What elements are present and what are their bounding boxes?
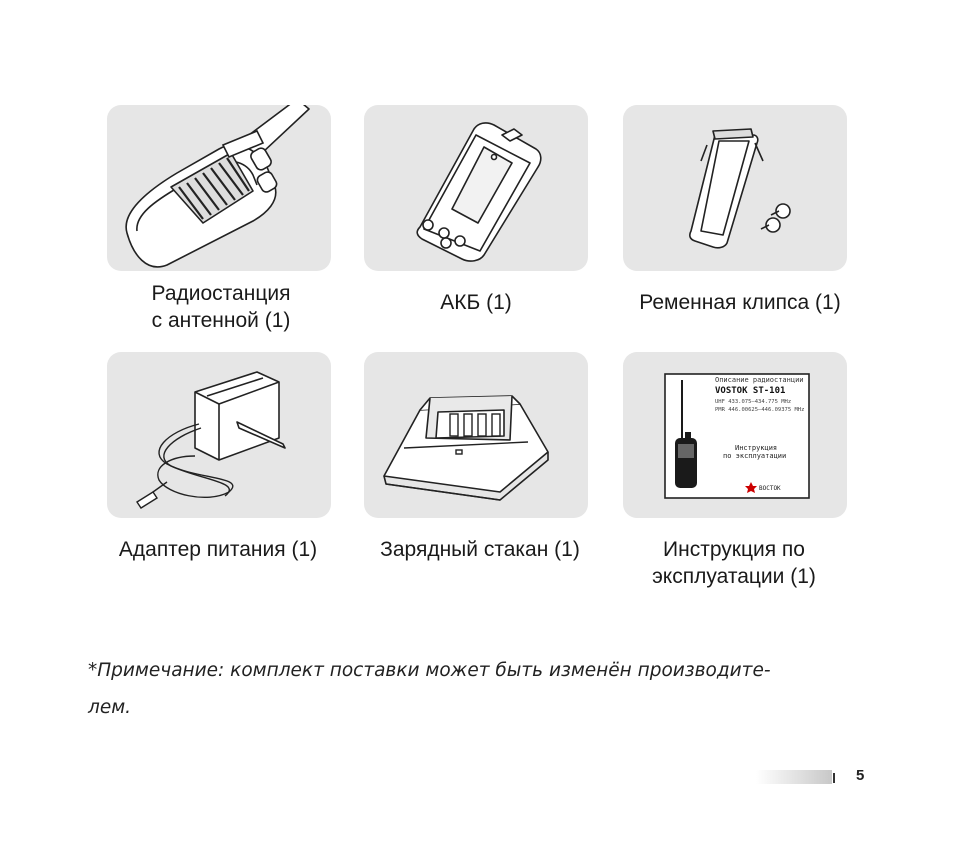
power-adapter-icon	[107, 352, 331, 518]
manual-icon	[623, 352, 847, 518]
battery-icon	[364, 105, 588, 271]
note-line2: лем.	[88, 697, 132, 718]
caption-belt-clip	[605, 289, 875, 316]
manual-title-line1: Инструкция	[735, 444, 778, 452]
caption-radio	[91, 280, 351, 334]
manual-freq2: PMR 446.00625–446.09375 MHz	[715, 407, 805, 413]
belt-clip-tile	[623, 105, 847, 271]
page-footer-separator	[833, 773, 835, 783]
caption-radio-line2: с антенной (1)	[151, 309, 291, 332]
caption-belt-clip-line1: Ременная клипса (1)	[639, 291, 841, 314]
page-number: 5	[856, 767, 865, 784]
note-line1: *Примечание: комплект поставки может быть изменён производите-	[88, 660, 771, 681]
radio-icon	[107, 105, 331, 271]
delivery-note	[88, 652, 868, 726]
manual-freq1: UHF 433.075–434.775 MHz	[715, 399, 792, 405]
manual-brand: VOSTOK ST-101	[715, 386, 786, 396]
manual-logo: ВОСТОК	[759, 485, 781, 492]
charger-cradle-icon	[364, 352, 588, 518]
caption-manual-line1: Инструкция по	[663, 538, 805, 561]
power-adapter-tile	[107, 352, 331, 518]
caption-battery	[346, 289, 606, 316]
page-footer-bar	[756, 770, 832, 784]
caption-radio-line1: Радиостанция	[151, 282, 291, 305]
battery-tile	[364, 105, 588, 271]
caption-charger-line1: Зарядный стакан (1)	[380, 538, 580, 561]
manual-tile	[623, 352, 847, 518]
caption-battery-line1: АКБ (1)	[440, 291, 512, 314]
manual-title-line2: по эксплуатации	[723, 452, 787, 460]
caption-charger	[350, 536, 610, 563]
caption-power-adapter-line1: Адаптер питания (1)	[118, 538, 318, 561]
caption-manual-line2: эксплуатации (1)	[652, 565, 816, 588]
caption-manual	[604, 536, 864, 590]
caption-power-adapter	[88, 536, 348, 563]
manual-header: Описание радиостанции	[715, 376, 804, 384]
belt-clip-icon	[623, 105, 847, 271]
charger-cradle-tile	[364, 352, 588, 518]
radio-tile	[107, 105, 331, 271]
